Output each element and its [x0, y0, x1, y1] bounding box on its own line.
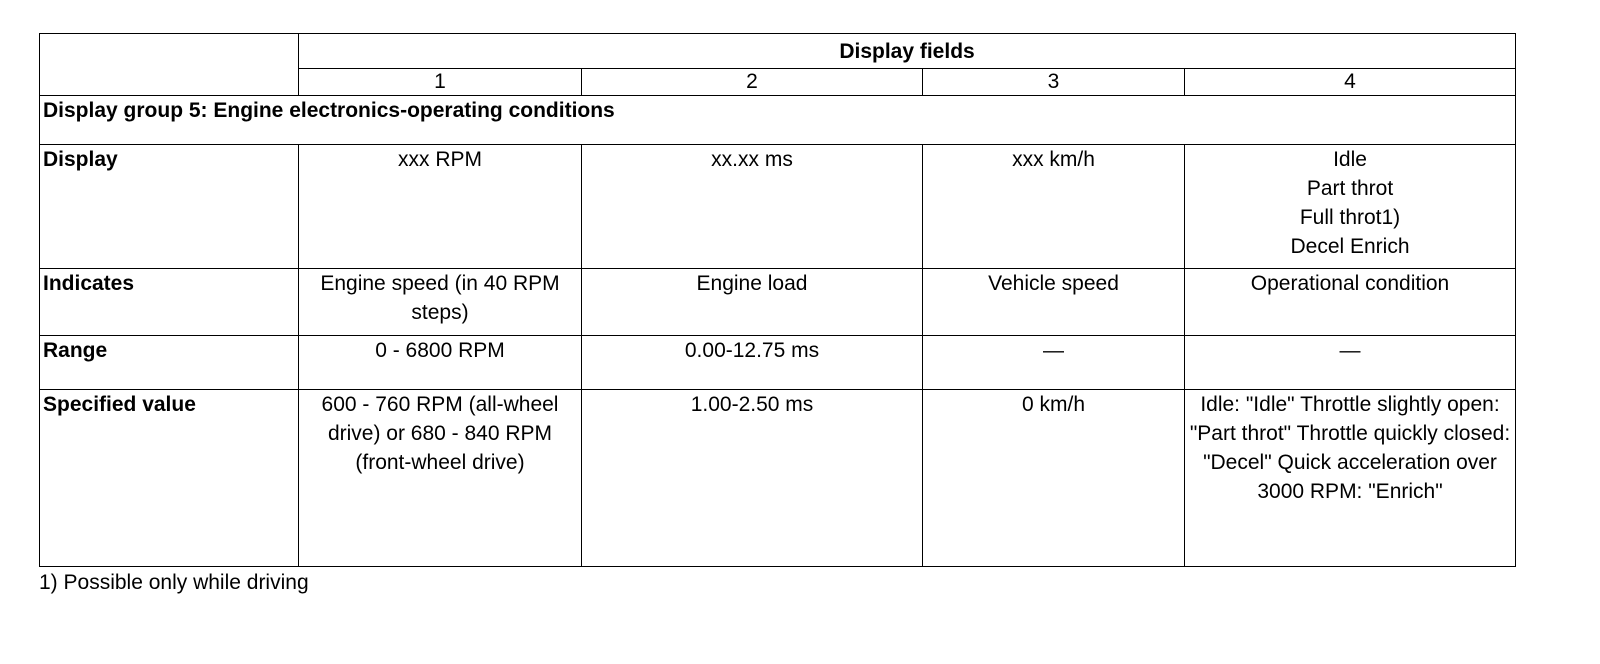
- specified-field-1: 600 - 760 RPM (all-wheel drive) or 680 - 840 RPM (front-wheel drive): [299, 390, 582, 567]
- display-field-4-line-1: Idle: [1333, 148, 1367, 171]
- display-field-4-line-2: Part throt: [1306, 177, 1394, 200]
- row-label-indicates: Indicates: [40, 269, 299, 336]
- range-field-4: —: [1185, 336, 1516, 390]
- field-number-2: 2: [582, 69, 923, 96]
- table-row-display: [40, 145, 1516, 269]
- display-field-3-line: xxx km/h: [1012, 148, 1095, 171]
- specified-field-2: 1.00-2.50 ms: [582, 390, 923, 567]
- diagnostic-table-container: [39, 33, 1516, 567]
- display-field-4-line-4: Decel Enrich: [1290, 235, 1410, 258]
- display-field-1-line: xxx RPM: [398, 148, 482, 171]
- range-field-3: —: [923, 336, 1185, 390]
- display-field-3: [923, 145, 1185, 269]
- specified-field-4: Idle: "Idle" Throttle slightly open: "Part throt" Throttle quickly closed: "Decel" Quick acceleration over 3000 RPM: "Enrich": [1185, 390, 1516, 567]
- range-field-1: 0 - 6800 RPM: [299, 336, 582, 390]
- display-field-1: [299, 145, 582, 269]
- footnote: 1) Possible only while driving: [39, 571, 309, 594]
- row-label-range: Range: [40, 336, 299, 390]
- display-fields-header: Display fields: [299, 34, 1516, 69]
- group-title: Display group 5: Engine electronics-operating conditions: [40, 96, 1516, 145]
- group-title-row: [40, 96, 1516, 145]
- display-field-2: [582, 145, 923, 269]
- display-field-2-line: xx.xx ms: [711, 148, 793, 171]
- display-field-4-line-3: Full throt1): [1299, 206, 1401, 229]
- range-field-2: 0.00-12.75 ms: [582, 336, 923, 390]
- display-group-table: [39, 33, 1516, 567]
- table-row-range: [40, 336, 1516, 390]
- indicates-field-4: Operational condition: [1185, 269, 1516, 336]
- field-number-1: 1: [299, 69, 582, 96]
- field-number-4: 4: [1185, 69, 1516, 96]
- table-row-specified-value: [40, 390, 1516, 567]
- specified-field-3: 0 km/h: [923, 390, 1185, 567]
- indicates-field-2: Engine load: [582, 269, 923, 336]
- header-corner-cell: [40, 34, 299, 96]
- table-row-indicates: [40, 269, 1516, 336]
- display-field-4: [1185, 145, 1516, 269]
- indicates-field-1: [299, 269, 582, 336]
- field-number-3: 3: [923, 69, 1185, 96]
- indicates-field-3: Vehicle speed: [923, 269, 1185, 336]
- row-label-display: Display: [40, 145, 299, 269]
- row-label-specified-value: Specified value: [40, 390, 299, 567]
- header-row-title: [40, 34, 1516, 69]
- indicates-field-1-text: Engine speed (in 40 RPM steps): [320, 272, 560, 324]
